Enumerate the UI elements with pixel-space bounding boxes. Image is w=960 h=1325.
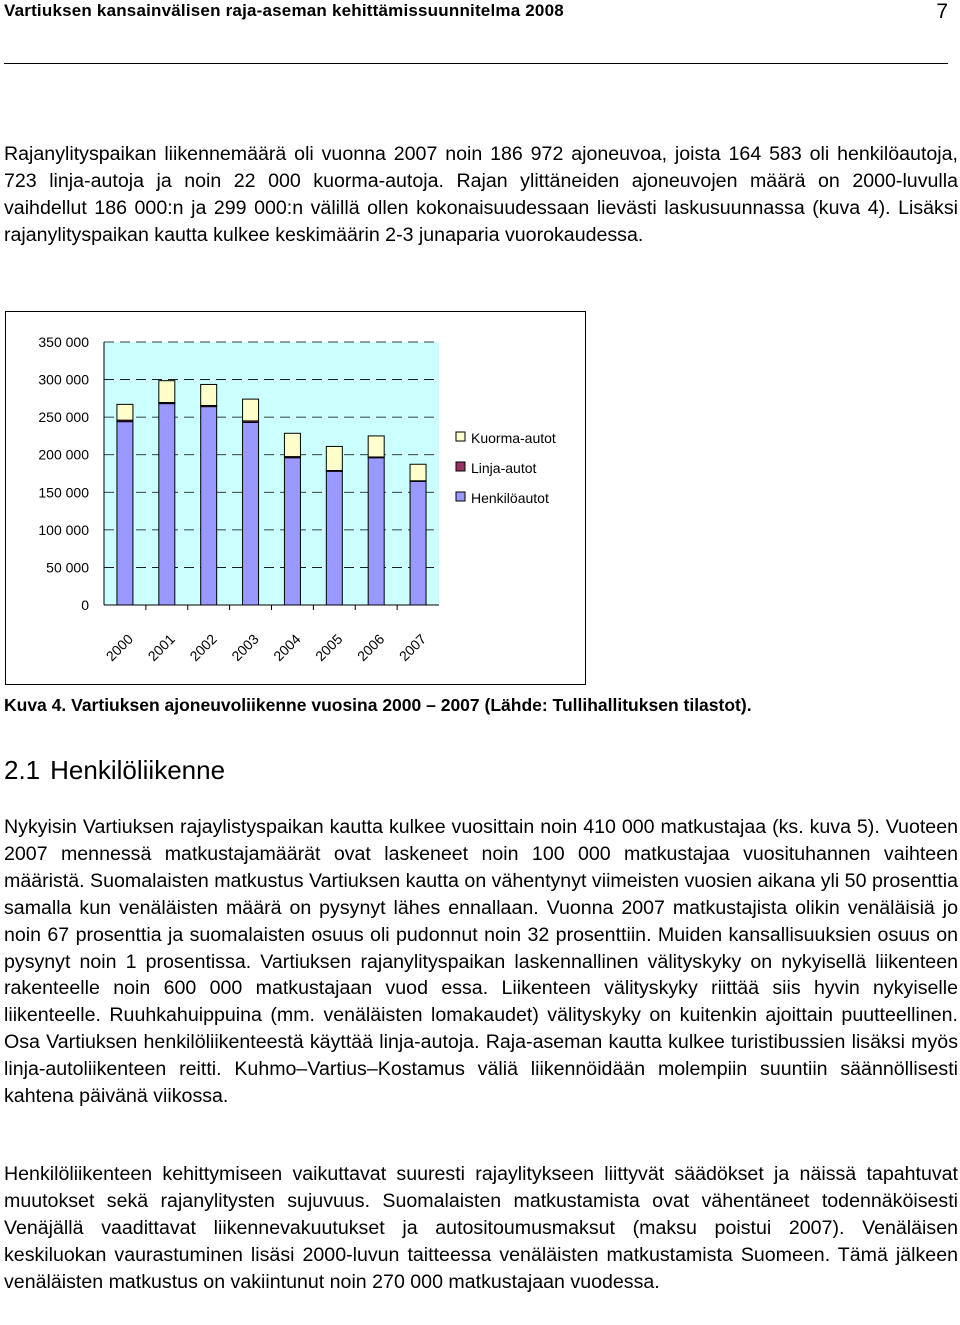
x-tick-label: 2001 <box>144 630 178 665</box>
y-tick-label: 0 <box>81 597 89 613</box>
x-tick-label: 2006 <box>353 630 388 665</box>
page-number: 7 <box>936 0 948 23</box>
section-title: Henkilöliikenne <box>50 755 226 785</box>
bar-segment <box>326 446 342 470</box>
bar-segment <box>284 458 300 605</box>
y-tick-label: 150 000 <box>38 484 89 501</box>
legend-swatch <box>456 462 465 471</box>
x-tick-label: 2000 <box>102 630 137 665</box>
legend-swatch <box>456 492 465 501</box>
plot-area <box>104 342 439 605</box>
section-number: 2.1 <box>4 755 41 785</box>
y-tick-label: 250 000 <box>38 409 89 426</box>
bar-segment <box>284 433 300 456</box>
chart-frame <box>5 311 586 685</box>
x-tick-label: 2002 <box>186 630 220 665</box>
bar-segment <box>201 407 217 605</box>
legend-label: Kuorma-autot <box>471 430 556 446</box>
bar-segment <box>410 481 426 605</box>
bar-segment <box>201 384 217 405</box>
bar-segment <box>368 436 384 457</box>
bar-segment <box>410 464 426 481</box>
legend-label: Linja-autot <box>471 460 537 476</box>
paragraph-passenger-traffic: Nykyisin Vartiuksen rajaylistyspaikan kautta kulkee vuosittain noin 410 000 matkustajaa (ks. kuva 5). Vuoteen 2007 mennessä matkustajamäärät ovat laskeneet noin 100 000 matkustajaa vuosituhannen vaihteen määristä. Suomalaisten matkustus Vartiuksen kautta on vähentynyt viimeisten vuosien aikana yli 50 prosenttia samalla kun venäläisten määrä on pysynyt lähes ennallaan. Vuonna 2007 matkustajista olikin venäläisiä jo noin 67 prosenttia ja suomalaisten osuus oli pudonnut noin 32 prosenttiin. Muiden kansallisuuksien osuus on pysynyt noin 1 prosentissa. Vartiuksen rajanylityspaikan laskennallinen välityskyky on nykyisellä liikenteen rakenteelle noin 600 000 matkustajaan vuod essa. Liikenteen välityskyky riittää siis hyvin nykyiselle liikenteelle. Ruuhkahuippuina (mm. venäläisten lomakaudet) välityskyky on kuitenkin ajoittain puutteellinen. Osa Vartiuksen henkilöliikenteestä käyttää linja-autoja. Raja-aseman kautta kulkee turistibussien lisäksi myös linja-autoliikenteen reitti. Kuhmo–Vartius–Kostamus väliä liikennöidään molempiin suuntiin säännöllisesti kahtena päivänä viikossa. <box>4 816 958 1108</box>
y-tick-label: 100 000 <box>38 521 89 538</box>
y-tick-label: 200 000 <box>38 446 89 463</box>
header-title: Vartiuksen kansainvälisen raja-aseman kehittämissuunnitelma 2008 <box>4 1 564 20</box>
bar-segment <box>159 404 175 605</box>
x-tick-label: 2007 <box>395 630 430 665</box>
bar-segment <box>326 471 342 605</box>
bar-segment <box>243 399 259 421</box>
vehicle-traffic-chart <box>6 312 585 684</box>
legend-swatch <box>456 432 465 441</box>
bar-segment <box>243 422 259 605</box>
bar-segment <box>159 381 175 403</box>
y-tick-label: 300 000 <box>38 371 89 388</box>
intro-paragraph: Rajanylityspaikan liikennemäärä oli vuonna 2007 noin 186 972 ajoneuvoa, joista 164 583 oli henkilöautoja, 723 linja-autoja ja noin 22 000 kuorma-autoja. Rajan ylittäneiden ajoneuvojen määrä on 2000-luvulla vaihdellut 186 000:n ja 299 000:n välillä ollen kokonaisuudessaan lievästi laskusuunnassa (kuva 4). Lisäksi rajanylityspaikan kautta kulkee keskimäärin 2-3 junaparia vuorokaudessa. <box>4 143 958 246</box>
y-tick-label: 350 000 <box>38 334 89 350</box>
bar-segment <box>117 404 133 420</box>
y-tick-label: 50 000 <box>46 559 89 576</box>
x-tick-label: 2003 <box>228 630 262 665</box>
bar-segment <box>117 422 133 605</box>
x-tick-label: 2004 <box>270 630 304 665</box>
figure-caption: Kuva 4. Vartiuksen ajoneuvoliikenne vuosina 2000 – 2007 (Lähde: Tullihallituksen tilastot). <box>4 695 752 715</box>
bar-segment <box>368 458 384 605</box>
header-divider <box>4 63 948 64</box>
legend-label: Henkilöautot <box>471 490 549 506</box>
section-heading <box>4 755 225 786</box>
x-tick-label: 2005 <box>312 630 346 665</box>
paragraph-traffic-development: Henkilöliikenteen kehittymiseen vaikuttavat suuresti rajaylitykseen liittyvät säädökset ja näissä tapahtuvat muutokset sekä rajanylitysten sujuvuus. Suomalaisten matkustamista ovat vähentäneet todennäköisesti Venäjällä vaadittavat liikennevakuutukset ja autositoumusmaksut (maksu poistui 2007). Venäläisen keskiluokan vaurastuminen lisäsi 2000-luvun taitteessa venäläisten matkustamista Suomeen. Tämä jälkeen venäläisten matkustus on vakiintunut noin 270 000 matkustajaan vuodessa. <box>4 1163 958 1293</box>
